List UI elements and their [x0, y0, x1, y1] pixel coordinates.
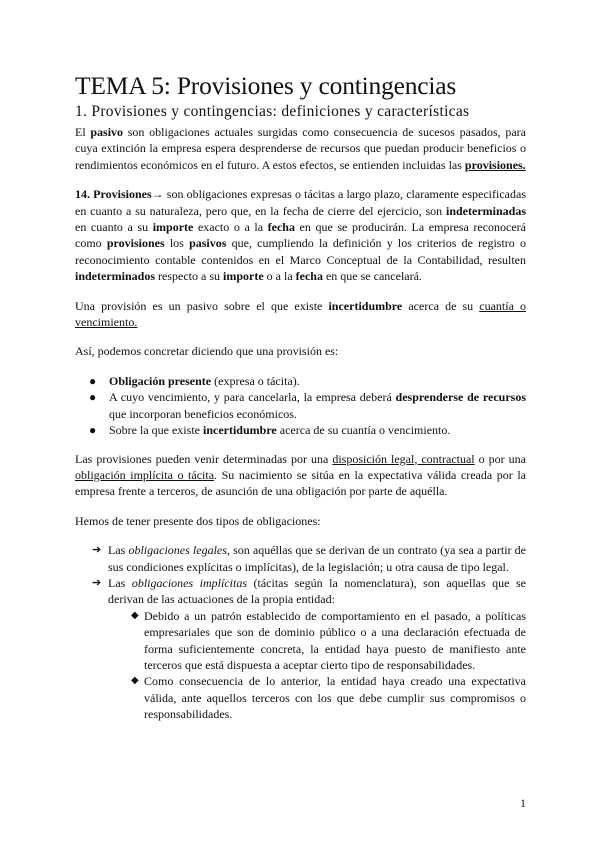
paragraph [75, 343, 526, 359]
text-run: respecto a su [155, 269, 223, 284]
text-run: Una provisión es un pasivo sobre el que existe [75, 298, 329, 313]
paragraph [75, 298, 526, 331]
text-run: que incorporan beneficios económicos. [109, 406, 297, 421]
bold-text: indeterminados [75, 269, 156, 284]
list-item [92, 542, 526, 575]
list-item [92, 575, 526, 723]
underlined-text: cuantía o vencimiento. [75, 298, 526, 330]
document-title: TEMA 5: Provisiones y contingencias [75, 71, 457, 100]
bullet-dot-icon: ● [89, 390, 97, 405]
bold-text: provisiones. [464, 157, 526, 172]
text-run: Las [108, 575, 132, 590]
italic-text: obligaciones legales [128, 543, 227, 558]
list-item [75, 422, 526, 438]
text-run: Así, podemos concretar diciendo que una provisión es: [75, 344, 339, 359]
bold-text: provisiones [106, 236, 165, 251]
bold-text: pasivos [189, 236, 227, 251]
arrow-bullet-icon: ➔ [92, 576, 102, 589]
bullet-dot-icon: ● [89, 423, 97, 438]
text-run: A cuyo vencimiento, y para cancelarla, la empresa deberá [109, 390, 396, 405]
text-run: . Su nacimiento se sitúa en la expectativa válida creada por la empresa frente a terceros, de asunción de una obligación por parte de aquélla. [75, 467, 527, 499]
text-run: Sobre la que existe [109, 423, 203, 438]
document-page [75, 70, 526, 735]
diamond-bullet-icon: ◆ [131, 609, 139, 621]
text-run: son obligaciones actuales surgidas como consecuencia de sucesos pasados, para cuya extinción la empresa espera desprenderse de recursos que puedan producir beneficios o rendimientos económicos en el futuro. A estos efectos, se entienden incluidas las [75, 125, 526, 172]
page-number: 1 [520, 796, 526, 810]
text-run: en que se cancelará. [322, 269, 422, 284]
diamonds-list [131, 608, 526, 723]
paragraph [75, 186, 526, 284]
arrow-bullet-icon: ➔ [92, 544, 102, 557]
underlined-text: disposición legal, contractual [332, 451, 475, 466]
bullets-list [75, 373, 526, 439]
bold-text: indeterminadas [445, 203, 526, 218]
text-run: El [75, 125, 91, 139]
text-run: , son aquéllas que se derivan de un contrato (ya sea a partir de sus condiciones explícitas o implícitas), de la legislación; u otra causa de tipo legal. [108, 543, 526, 574]
bold-text: incertidumbre [202, 423, 277, 438]
text-run: exacto o a la [193, 220, 268, 235]
underlined-text: obligación implícita o tácita [75, 467, 215, 482]
bold-text: fecha [295, 269, 323, 284]
text-run: Hemos de tener presente dos tipos de obligaciones: [75, 513, 321, 528]
bold-text: importe [152, 220, 194, 235]
text-run: o a la [263, 269, 296, 284]
bold-text: desprenderse de recursos [395, 390, 526, 405]
bold-text: Obligación presente [109, 373, 212, 388]
text-run: los [164, 236, 190, 251]
list-item [75, 389, 526, 422]
arrows-list [92, 542, 526, 722]
paragraph [75, 451, 526, 500]
text-run: que, cumpliendo la definición y los criterios de registro o reconocimiento contable contenidos en el Marco Conceptual de la Contabilidad, resulten [75, 236, 526, 267]
text-run: Las [108, 543, 129, 558]
list-item [75, 373, 526, 389]
document-body [75, 124, 526, 723]
italic-text: obligaciones implícitas [131, 575, 248, 590]
text-run: Como consecuencia de lo anterior, la entidad haya creado una expectativa válida, ante aquellos terceros con los que debe cumplir sus compromisos o responsabilidades. [144, 674, 526, 722]
bullet-dot-icon: ● [89, 373, 97, 388]
text-run: o por una [474, 451, 526, 466]
bold-text: 14. Provisiones [75, 187, 152, 202]
text-run: acerca de su cuantía o vencimiento. [276, 423, 451, 438]
bold-text: incertidumbre [328, 298, 403, 313]
text-run: (tácitas según la nomenclatura), son aquellas que se derivan de las actuaciones de la propia entidad: [108, 575, 527, 607]
paragraph [75, 124, 526, 173]
paragraph [75, 513, 526, 529]
bold-text: importe [223, 269, 264, 284]
text-run: acerca de su [402, 298, 480, 313]
list-item [131, 608, 526, 674]
text-run: → son obligaciones expresas o tácitas a largo plazo, claramente especificadas en cuanto a su naturaleza, pero que, en la fecha de cierre del ejercicio, son [75, 187, 526, 218]
text-run: (expresa o tácita). [211, 373, 300, 388]
text-run: en cuanto a su [75, 220, 153, 235]
text-run: Las provisiones pueden venir determinadas por una [75, 451, 333, 466]
bold-text: fecha [267, 220, 295, 235]
section-heading: 1. Provisiones y contingencias: definiciones y características [75, 103, 470, 120]
text-run: en que se producirán. La empresa reconocerá como [75, 220, 526, 251]
diamond-bullet-icon: ◆ [131, 675, 139, 687]
list-item [131, 673, 526, 722]
text-run: Debido a un patrón establecido de comportamiento en el pasado, a políticas empresariales que son de dominio público o a una declaración efectuada de forma suficientemente concreta, la entidad haya puesto de manifiesto ante terceros que está dispuesta a aceptar cierto tipo de responsabilidades. [144, 608, 526, 672]
bold-text: pasivo [90, 125, 124, 139]
